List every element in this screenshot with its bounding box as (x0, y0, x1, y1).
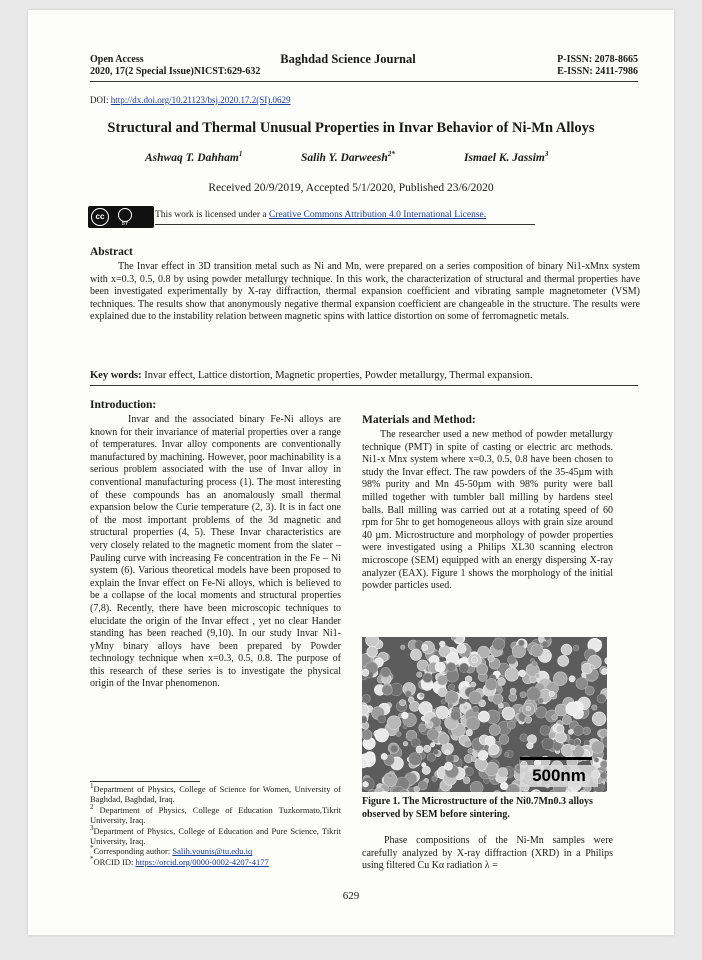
page-number: 629 (342, 890, 360, 902)
footnote-3: $^3$Department of Physics, College of Education and Pure Science, Tikrit University, Iraq. (90, 823, 341, 847)
phase-text: Phase compositions of the Ni-Mn samples were carefully analyzed by X-ray diffraction (XRD) in a Philips using filtered Cu Kα radiation λ = (362, 835, 613, 872)
author-1: Ashwaq T. Dahham$^1$ (145, 150, 243, 164)
intro-heading: Introduction: (90, 399, 157, 411)
license-link[interactable]: Creative Commons Attribution 4.0 International License. (268, 210, 487, 220)
open-access-label: Open Access (90, 54, 144, 65)
orcid-link[interactable]: https://orcid.org/0000-0002-4207-4177 (135, 856, 269, 867)
keywords-line (90, 370, 610, 381)
cc-by-badge[interactable] (88, 206, 154, 228)
dates-line: Received 20/9/2019, Accepted 5/1/2020, Published 23/6/2020 (208, 182, 494, 194)
methods-text: The researcher used a new method of powder metallurgy technique (PMT) in spite of casting or electric arc methods. Ni1-x Mnx system where x=0.3, 0.5, 0.8 have been chosen to study the Invar effect. The raw powders of the 35-45µm with 98% purity and Mn 45-50µm with 98% purity were ball milled together with tumbler ball milling by hardens steel balls. Ball milling was carried out at a rotating speed of 60 rpm for 5hr to get homogeneous alloys with grain size around 40 µm. Microstructure and morphology of powder properties were investigated using a Philips XL30 scanning electron microscope (SEM) equipped with an energy dispersing X-ray analyzer (EAX). Figure 1 shows the morphology of the initial powder particles used. (362, 429, 613, 592)
scale-label: 500nm (520, 765, 598, 787)
sem-micrograph (362, 637, 607, 792)
license-line: This work is licensed under a Creative Commons Attribution 4.0 International License. (155, 210, 487, 220)
footnotes (90, 784, 341, 867)
email-link[interactable]: Salih.younis@tu.edu.iq (172, 846, 253, 857)
keywords-text: Invar effect, Lattice distortion, Magnetic properties, Powder metallurgy, Thermal expansion. (141, 370, 533, 381)
footnote-2: $^2$ Department of Physics, College of Education Tuzkormato,Tikrit University, Iraq. (90, 802, 342, 826)
footnote-rule (90, 781, 200, 782)
intro-text: Invar and the associated binary Fe-Ni alloys are known for their invariance of material properties over a range of temperatures. Invar alloy components are conventionally manufactured by machining. However, poor machinability is a serious problem associated with the use of Invar alloy in conventional manufacturing process (1). The most interesting of these compounds has an anomalously small thermal expansion below the Curie temperature (2, 3). It is in fact one of the most important problems of the 3d magnetic and structural properties (4, 5). These Invar characteristics are very closely related to the magnetic moment from the slater –Pauling curve with increasing Fe concentration in the Fe – Ni system (6). Various theoretical models have been proposed to explain the Invar effect on Fe-Ni alloys, which is believed to be a collapse of the local moments and structural properties (7,8). Recently, there have been microscopic techniques to elucidate the origin of the Invar effect , yet no clear Hander standing has been reached (9,10). In our study Invar Ni1-yMny binary alloys have been prepared by Powder technology technique when x=0.3, 0.5, 0.8. The purpose of this research of these series is to investigate the physical origin of the Invar phenomenon. (90, 414, 341, 690)
doi-line (90, 95, 291, 105)
paper-page (28, 10, 674, 935)
doi-label: DOI: (90, 95, 109, 105)
eissn: E-ISSN: 2411-7986 (557, 66, 638, 77)
footnote-orcid: *ORCID ID: https://orcid.org/0000-0002-4207-4177 (90, 855, 269, 867)
footnote-1: $^1$Department of Physics, College of Science for Women, University of Baghdad, Baghdad, Iraq. (90, 782, 341, 805)
license-rule (155, 224, 535, 225)
doi-link[interactable]: http://dx.doi.org/10.21123/bsj.2020.17.2(SI).0629 (110, 95, 291, 105)
by-label: BY (121, 221, 129, 227)
scale-bar (520, 757, 592, 760)
issue-label: 2020, 17(2 Special Issue)NICST:629-632 (90, 66, 261, 77)
footnote-corresponding: *Corresponding author: Salih.younis@tu.edu.iq (90, 844, 253, 857)
attribution-person-icon (118, 208, 132, 222)
methods-heading: Materials and Method: (362, 414, 476, 426)
figure-caption: Figure 1. The Microstructure of the Ni0.7Mn0.3 alloys observed by SEM before sintering. (362, 796, 593, 820)
abstract-heading: Abstract (90, 246, 133, 258)
paper-title: Structural and Thermal Unusual Properties in Invar Behavior of Ni-Mn Alloys (107, 120, 595, 136)
cc-icon: cc (91, 208, 109, 226)
keywords-label: Key words: (90, 370, 142, 381)
header-rule (90, 81, 638, 82)
author-2: Salih Y. Darweesh$^{2*}$ (301, 150, 395, 164)
journal-name: Baghdad Science Journal (280, 52, 416, 66)
pissn: P-ISSN: 2078-8665 (557, 54, 638, 65)
keywords-rule (90, 385, 638, 386)
author-3: Ismael K. Jassim$^3$ (464, 150, 549, 164)
abstract-text: The Invar effect in 3D transition metal such as Ni and Mn, were prepared on a series composition of binary Ni1-xMnx system with x=0.3, 0.5, 0.8 by using powder metallurgy technique. In this work, the characterization of structural and thermal properties have been investigated experimentally by X-ray diffraction, thermal expansion coefficient and vibrating sample magnetometer (VSM) techniques. The results show that anonymously negative thermal expansion coefficient are changeable in the structure. The results were explained due to the instability relation between magnetic spins with lattice distortion on some of ferromagnetic metals. (90, 261, 640, 323)
header-right (557, 54, 638, 78)
